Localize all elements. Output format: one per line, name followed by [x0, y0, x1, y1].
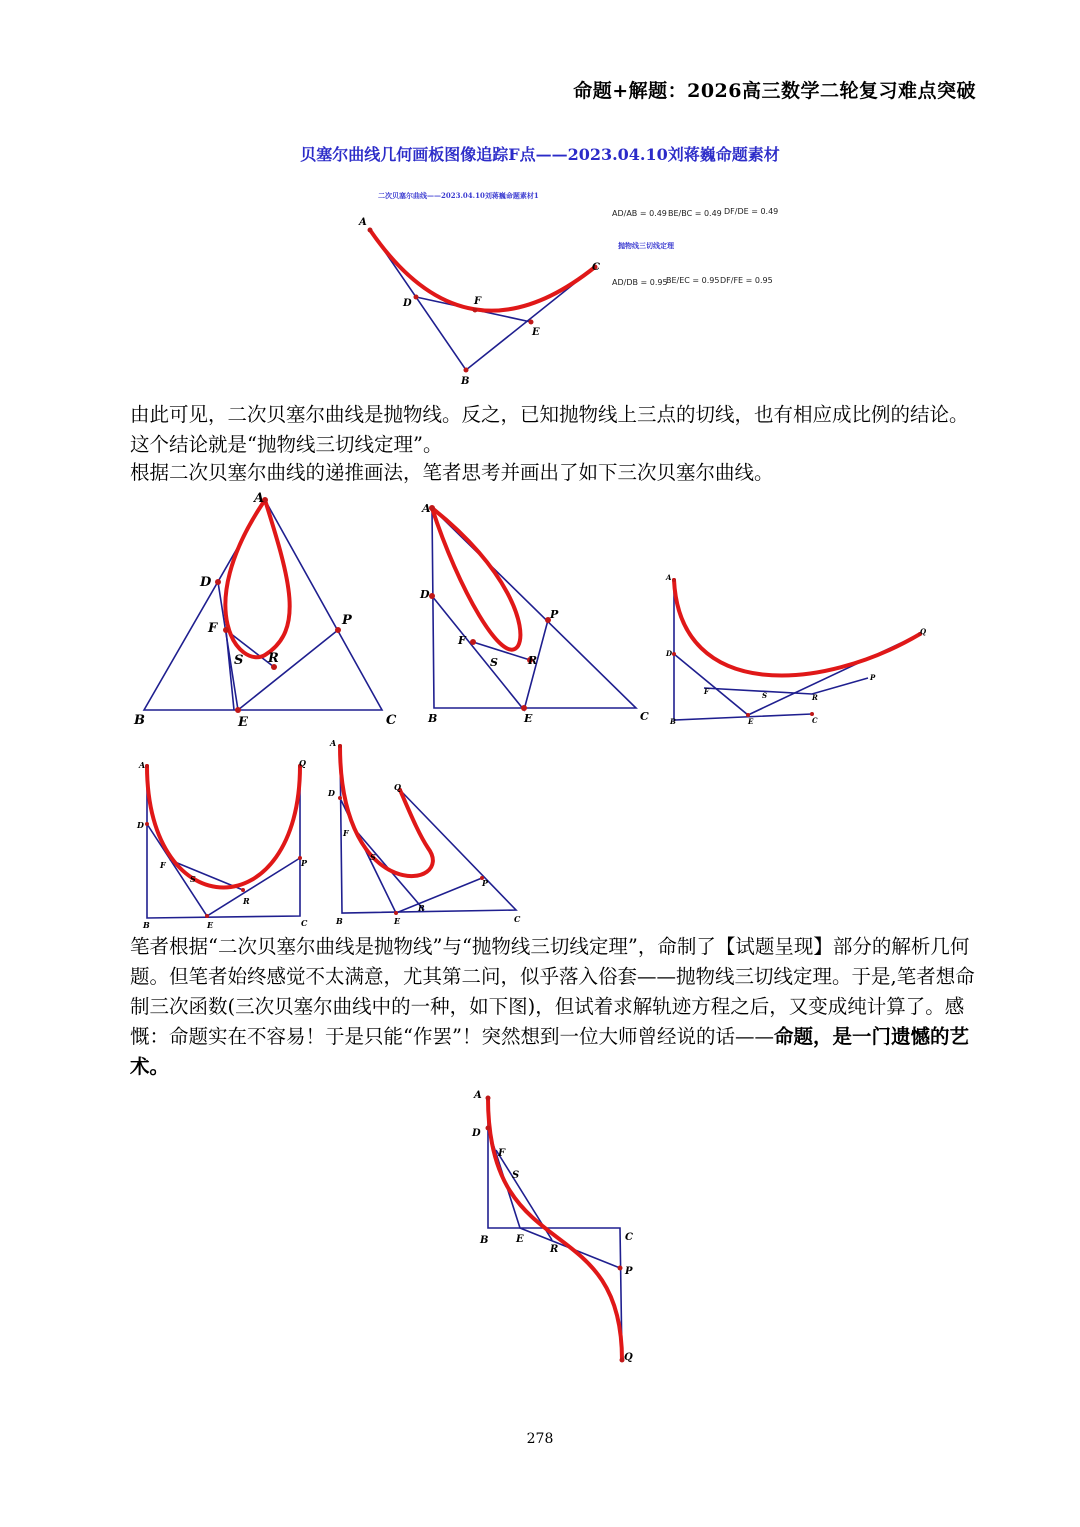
label-P: P	[625, 1266, 633, 1277]
label-Q: Q	[299, 758, 306, 768]
label-R: R	[550, 1244, 559, 1255]
label-D: D	[403, 298, 412, 309]
label-E: E	[748, 717, 754, 726]
label-P: P	[550, 608, 559, 621]
figure-cubic-loop-1	[130, 490, 405, 730]
figure-cubic-wide	[662, 572, 937, 732]
ratio-be-bc: BE/BC = 0.49	[668, 209, 722, 218]
figure-cubic-u	[135, 758, 315, 933]
label-D: D	[472, 1128, 481, 1139]
label-A: A	[359, 217, 367, 228]
label-C: C	[640, 710, 649, 723]
paragraph-1: 由此可见，二次贝塞尔曲线是抛物线。反之，已知抛物线上三点的切线，也有相应成比例的结论。这个结论就是“抛物线三切线定理”。	[130, 403, 969, 456]
label-Q: Q	[624, 1352, 633, 1363]
label-B: B	[461, 376, 470, 387]
label-F: F	[474, 296, 482, 307]
figure-title: 贝塞尔曲线几何画板图像追踪F点——2023.04.10刘蒋巍命题素材	[300, 145, 780, 164]
theorem-label: 抛物线三切线定理	[618, 241, 674, 250]
label-E: E	[238, 715, 248, 730]
label-A: A	[139, 760, 146, 770]
label-C: C	[812, 716, 818, 725]
label-C: C	[592, 262, 600, 273]
label-A: A	[474, 1090, 482, 1101]
paragraph-2: 根据二次贝塞尔曲线的递推画法，笔者思考并画出了如下三次贝塞尔曲线。	[130, 461, 774, 484]
label-Q: Q	[394, 782, 401, 792]
label-C: C	[514, 914, 521, 924]
label-E: E	[394, 916, 401, 926]
page-number: 278	[526, 1431, 554, 1447]
label-P: P	[301, 858, 308, 868]
label-P: P	[342, 613, 352, 628]
label-F: F	[458, 634, 466, 647]
paragraph-3	[130, 932, 980, 1082]
label-F: F	[160, 860, 166, 870]
label-A: A	[666, 573, 672, 582]
ratio-ad-ab: AD/AB = 0.49	[612, 209, 667, 218]
figure-quadratic-bezier	[350, 185, 780, 390]
label-R: R	[268, 651, 279, 666]
label-D: D	[420, 588, 430, 601]
ratio-ad-db: AD/DB = 0.95	[612, 278, 668, 287]
label-B: B	[480, 1235, 489, 1246]
label-E: E	[516, 1234, 524, 1245]
ratio-df-fe: DF/FE = 0.95	[720, 276, 773, 285]
label-E: E	[207, 920, 214, 930]
label-Q: Q	[920, 627, 927, 636]
label-F: F	[704, 687, 709, 696]
label-D: D	[200, 575, 212, 590]
label-A: A	[330, 738, 337, 748]
label-S: S	[762, 691, 768, 700]
label-D: D	[137, 820, 144, 830]
label-F: F	[498, 1148, 506, 1159]
label-E: E	[532, 327, 540, 338]
ratio-df-de: DF/DE = 0.49	[724, 207, 779, 216]
label-F: F	[343, 828, 349, 838]
label-S: S	[370, 852, 376, 862]
figure-cubic-loop-2	[418, 498, 658, 728]
figure-cubic-hook	[328, 738, 528, 928]
label-D: D	[328, 788, 335, 798]
label-A: A	[422, 502, 431, 515]
label-B: B	[134, 713, 145, 728]
label-S: S	[512, 1170, 520, 1181]
figure-cubic-function	[470, 1088, 640, 1373]
label-B: B	[670, 717, 676, 726]
inset-title: 二次贝塞尔曲线——2023.04.10刘蒋巍命题素材1	[378, 191, 539, 200]
label-S: S	[234, 653, 244, 668]
label-C: C	[625, 1232, 633, 1243]
page-header: 命题+解题：2026高三数学二轮复习难点突破	[573, 80, 976, 102]
label-R: R	[418, 903, 425, 913]
label-C: C	[386, 713, 397, 728]
label-D: D	[666, 649, 673, 658]
label-R: R	[528, 654, 538, 667]
label-P: P	[482, 878, 489, 888]
label-A: A	[254, 491, 265, 506]
label-B: B	[143, 920, 150, 930]
ratio-be-ec: BE/EC = 0.95	[666, 276, 720, 285]
paragraph-3-emphasis: 命题，是一门遗憾的艺术。	[130, 1025, 969, 1078]
label-E: E	[524, 712, 533, 725]
label-R: R	[243, 896, 250, 906]
paragraph-3-text: 笔者根据“二次贝塞尔曲线是抛物线”与“抛物线三切线定理”，命制了【试题呈现】部分的解析几何题。但笔者始终感觉不太满意，尤其第二问，似乎落入俗套——抛物线三切线定理。于是,笔者想命制三次函数(三次贝塞尔曲线中的一种，如下图)，但试着求解轨迹方程之后，又变成纯计算了。感慨：命题实在不容易！于是只能“作罢”！突然想到一位大师曾经说的话——	[130, 935, 975, 1048]
label-R: R	[812, 693, 818, 702]
label-F: F	[208, 621, 218, 636]
label-P: P	[870, 673, 876, 682]
label-S: S	[490, 656, 498, 669]
label-B: B	[428, 712, 438, 725]
label-B: B	[336, 916, 343, 926]
label-C: C	[301, 918, 308, 928]
label-S: S	[190, 874, 196, 884]
